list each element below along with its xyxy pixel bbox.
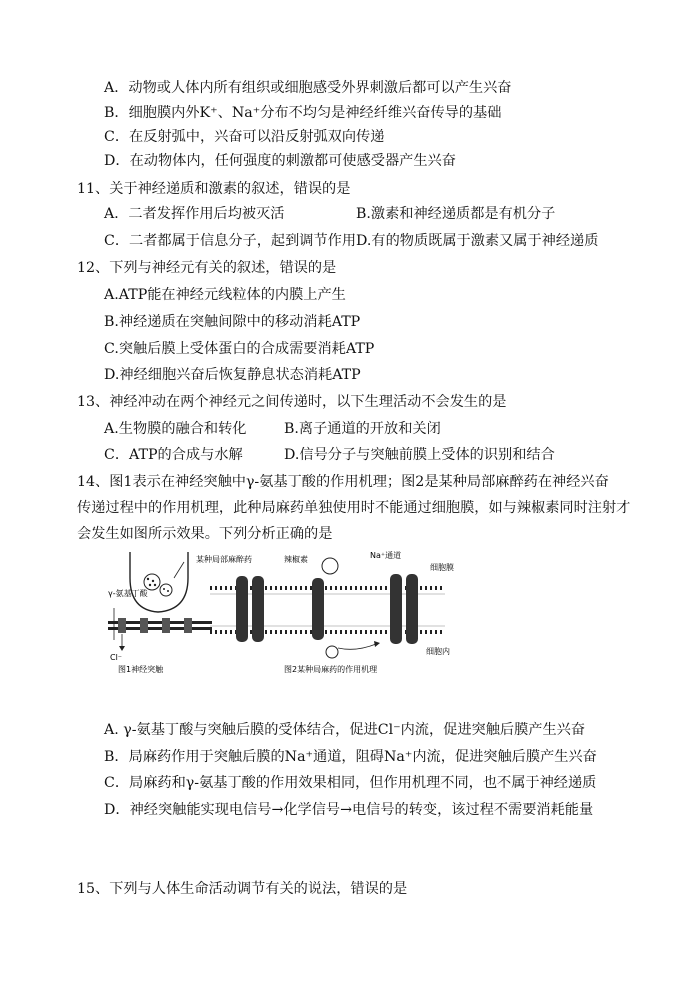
q12-option-b: B.神经递质在突触间隙中的移动消耗ATP bbox=[104, 314, 361, 330]
fig2-channel-label: Na⁺通道 bbox=[370, 551, 402, 560]
q11-option-b: B.激素和神经递质都是有机分子 bbox=[356, 206, 556, 222]
q14-stem-line-2: 传递过程中的作用机理，此种局麻药单独使用时不能通过细胞膜，如与辣椒素同时注射才 bbox=[77, 500, 631, 516]
fig1-synapse bbox=[108, 552, 212, 651]
q14-option-d: D．神经突触能实现电信号→化学信号→电信号的转变，该过程不需要消耗能量 bbox=[104, 802, 594, 818]
q11-option-d: D.有的物质既属于激素又属于神经递质 bbox=[356, 233, 599, 249]
fig1-gaba-label: γ-氨基丁酸 bbox=[108, 589, 148, 598]
synapse-diagram bbox=[100, 548, 570, 674]
fig2-drug-label: 某种局部麻醉药 bbox=[196, 555, 252, 564]
q14-stem-line-1: 14、图1表示在神经突触中γ-氨基丁酸的作用机理；图2是某种局部麻醉药在神经兴奋 bbox=[77, 474, 609, 490]
q11-option-a: A．二者发挥作用后均被灭活 bbox=[104, 206, 285, 222]
q13-option-b: B.离子通道的开放和关闭 bbox=[284, 421, 441, 437]
q11-option-c: C．二者都属于信息分子，起到调节作用 bbox=[104, 233, 357, 249]
fig1-caption: 图1神经突触 bbox=[118, 665, 164, 674]
fig2-capsaicin-label: 辣椒素 bbox=[284, 555, 308, 564]
prev-option-b: B．细胞膜内外K⁺、Na⁺分布不均匀是神经纤维兴奋传导的基础 bbox=[104, 105, 502, 121]
q14-option-b: B．局麻药作用于突触后膜的Na⁺通道，阻碍Na⁺内流，促进突触后膜产生兴奋 bbox=[104, 749, 597, 765]
q12-stem: 12、下列与神经元有关的叙述，错误的是 bbox=[77, 260, 337, 276]
fig2-caption: 图2某种局麻药的作用机理 bbox=[284, 665, 378, 674]
q14-option-a: A. γ-氨基丁酸与突触后膜的受体结合，促进Cl⁻内流，促进突触后膜产生兴奋 bbox=[104, 722, 586, 738]
q14-option-c: C．局麻药和γ-氨基丁酸的作用效果相同，但作用机理不同，也不属于神经递质 bbox=[104, 775, 597, 791]
prev-option-a: A．动物或人体内所有组织或细胞感受外界刺激后都可以产生兴奋 bbox=[104, 80, 512, 96]
fig2-membrane-label: 细胞膜 bbox=[430, 563, 454, 572]
prev-option-d: D．在动物体内，任何强度的刺激都可使感受器产生兴奋 bbox=[104, 153, 456, 169]
q14-stem-line-3: 会发生如图所示效果。下列分析正确的是 bbox=[77, 526, 333, 542]
q12-option-c: C.突触后膜上受体蛋白的合成需要消耗ATP bbox=[104, 341, 375, 357]
q15-stem: 15、下列与人体生命活动调节有关的说法，错误的是 bbox=[77, 881, 408, 897]
q13-option-a: A.生物膜的融合和转化 bbox=[104, 421, 247, 437]
prev-option-c: C．在反射弧中，兴奋可以沿反射弧双向传递 bbox=[104, 129, 385, 145]
q12-option-a: A.ATP能在神经元线粒体的内膜上产生 bbox=[104, 287, 346, 303]
fig2-membrane bbox=[210, 558, 445, 658]
q11-stem: 11、关于神经递质和激素的叙述，错误的是 bbox=[77, 181, 351, 197]
q13-option-d: D.信号分子与突触前膜上受体的识别和结合 bbox=[284, 447, 555, 463]
q13-stem: 13、神经冲动在两个神经元之间传递时，以下生理活动不会发生的是 bbox=[77, 394, 507, 410]
q12-option-d: D.神经细胞兴奋后恢复静息状态消耗ATP bbox=[104, 367, 361, 383]
fig1-ion-label: Cl⁻ bbox=[110, 653, 123, 662]
q13-option-c: C．ATP的合成与水解 bbox=[104, 447, 243, 463]
q14-figure bbox=[100, 548, 570, 674]
fig2-inside-label: 细胞内 bbox=[426, 647, 450, 656]
